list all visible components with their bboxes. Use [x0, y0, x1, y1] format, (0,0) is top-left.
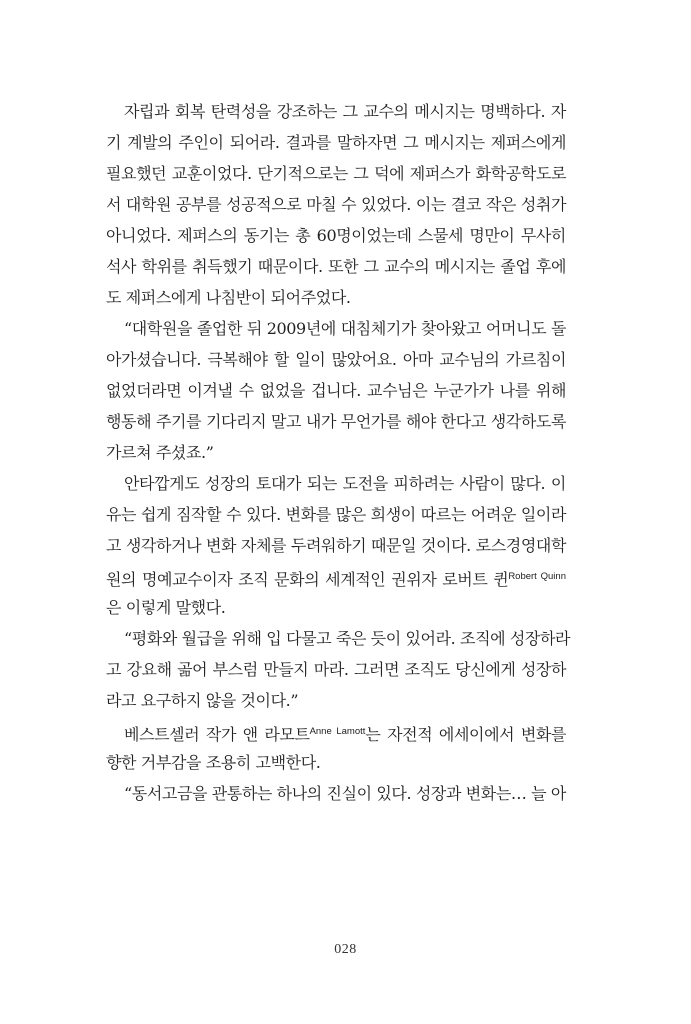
- quote3-line-1: “동서고금을 관통하는 하나의 진실이 있다. 성장과 변화는… 늘 아: [124, 784, 566, 803]
- text-line-3: 필요했던 교훈이었다. 단기적으로는 그 덕에 제퍼스가 화학공학도로: [106, 164, 566, 183]
- text-line-2: 기 계발의 주인이 되어라. 결과를 말하자면 그 메시지는 제퍼스에게: [106, 133, 566, 152]
- quote-line-2: 아가셨습니다. 극복해야 할 일이 많았어요. 아마 교수님의 가르침이: [106, 350, 566, 369]
- text-line-13-start: 베스트셀러 작가 앤 라모트: [124, 725, 310, 744]
- quote2-line-1: “평화와 월급을 위해 입 다물고 죽은 듯이 있어라. 조직에 성장하라: [124, 629, 571, 648]
- quote-line-1: “대학원을 졸업한 뒤 2009년에 대침체기가 찾아왔고 어머니도 돌: [124, 319, 566, 338]
- annotation-anne-lamott: Anne Lamott: [309, 726, 366, 737]
- text-line-10: 고 생각하거나 변화 자체를 두려워하기 때문일 것이다. 로스경영대학: [106, 536, 566, 555]
- text-line-6: 석사 학위를 취득했기 때문이다. 또한 그 교수의 메시지는 졸업 후에: [106, 257, 566, 276]
- text-line-14: 향한 거부감을 조용히 고백한다.: [106, 753, 321, 772]
- annotation-robert-quinn: Robert Quinn: [508, 571, 566, 582]
- page-number: 028: [334, 942, 357, 957]
- text-line-7: 도 제퍼스에게 나침반이 되어주었다.: [106, 288, 351, 307]
- text-line-4: 서 대학원 공부를 성공적으로 마칠 수 있었다. 이는 결코 작은 성취가: [106, 195, 566, 214]
- quote2-line-3: 라고 요구하지 않을 것이다.”: [106, 691, 299, 710]
- text-line-9: 유는 쉽게 짐작할 수 있다. 변화를 많은 희생이 따르는 어려운 일이라: [106, 505, 566, 524]
- quote-line-5: 가르쳐 주셨죠.”: [106, 443, 214, 462]
- text-line-13: [106, 716, 566, 747]
- quote2-line-2: 고 강요해 곪어 부스럼 만들지 마라. 그러면 조직도 당신에게 성장하: [106, 660, 566, 679]
- body-text: [106, 96, 571, 809]
- text-line-12: 은 이렇게 말했다.: [106, 598, 226, 617]
- text-line-13-end: 는 자전적 에세이에서 변화를: [365, 725, 566, 744]
- text-line-8: 안타깝게도 성장의 토대가 되는 도전을 피하려는 사람이 많다. 이: [124, 474, 566, 493]
- text-line-11: [106, 561, 566, 592]
- text-line-11-body: 원의 명예교수이자 조직 문화의 세계적인 권위자 로버트 퀸: [106, 570, 509, 589]
- quote-line-3: 없었더라면 이겨낼 수 없었을 겁니다. 교수님은 누군가가 나를 위해: [106, 381, 566, 400]
- text-line-5: 아니었다. 제퍼스의 동기는 총 60명이었는데 스물세 명만이 무사히: [106, 226, 566, 245]
- quote-line-4: 행동해 주기를 기다리지 말고 내가 무언가를 해야 한다고 생각하도록: [106, 412, 566, 431]
- text-line-1: 자립과 회복 탄력성을 강조하는 그 교수의 메시지는 명백하다. 자: [124, 102, 566, 121]
